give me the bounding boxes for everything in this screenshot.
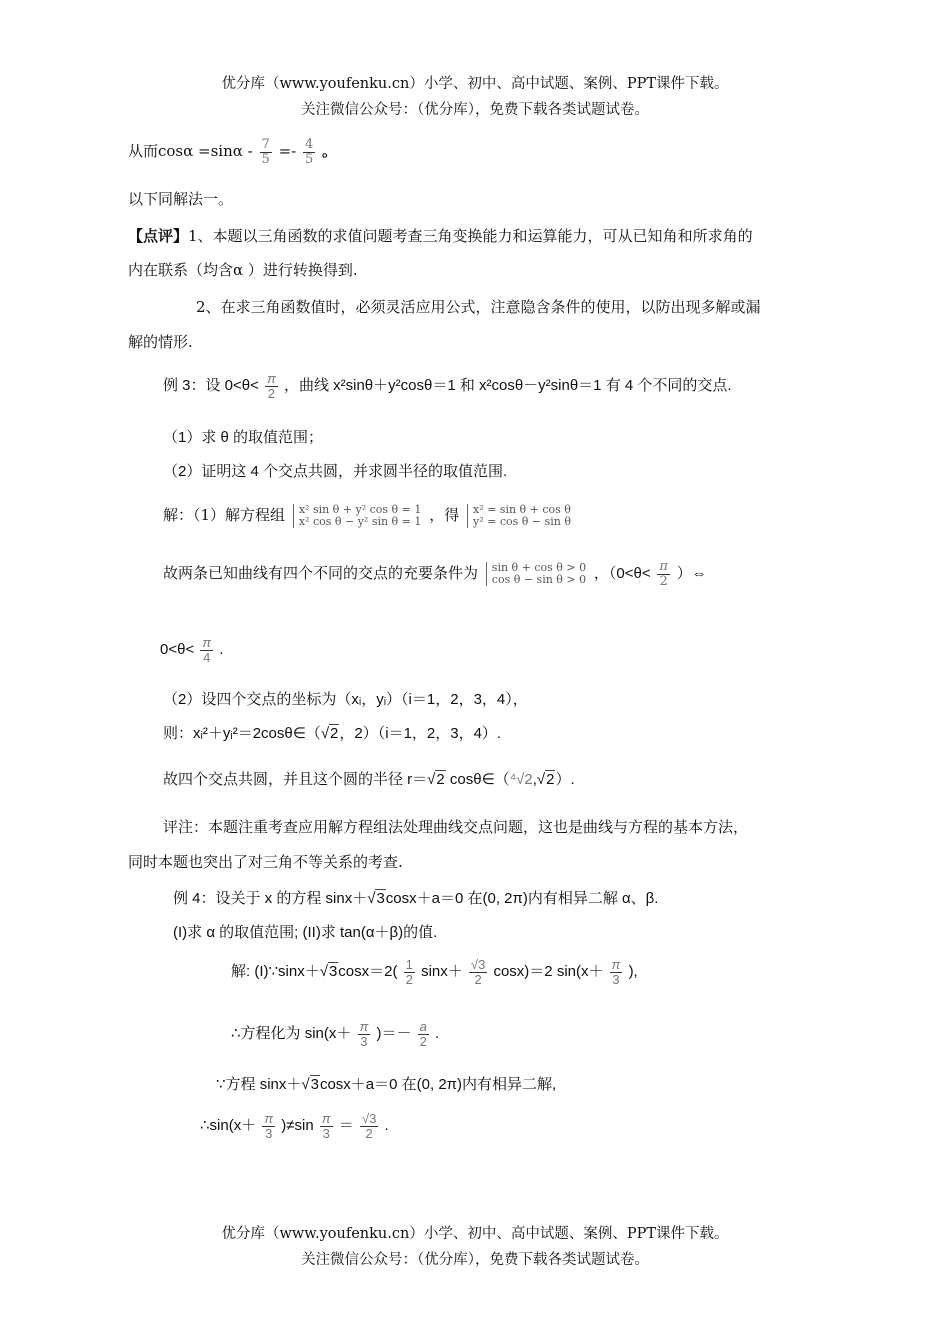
example-4-question: (I)求 α 的取值范围; (II)求 tan(α＋β)的值. [173, 924, 438, 941]
part-2-line-1: （2）设四个交点的坐标为（xᵢ，yᵢ）（i＝1，2，3，4）， [163, 691, 528, 708]
dianping-tag: 【点评】 [128, 227, 189, 245]
fraction-sqrt3-2: $\frac{√3}{2}$ [470, 957, 486, 987]
solution-4-line-3: ∵方程 sinx＋√3cosx＋a＝0 在(0, 2π)内有相异二解, [216, 1076, 557, 1093]
solution-4-line-2: ∴方程化为 sin(x＋ $\frac{\pi}{3}$ )＝－ $\frac{a}{2}$ . [231, 1019, 440, 1049]
example-4-statement: 例 4：设关于 x 的方程 sinx＋√3cosx＋a＝0 在(0, 2π)内有相异二解 α、β. [173, 890, 659, 907]
fraction-4-5: $\frac{4}{5}$ [304, 137, 314, 167]
example-3-statement: 例 3：设 0<θ< $\frac{\pi}{2}$ ，曲线 x²sinθ＋y²cosθ＝1 和 x²cosθ－y²sinθ＝1 有 4 个不同的交点. [163, 371, 732, 401]
cong-er-line: 从而cosα =sinα - $\frac{7}{5}$ =- $\frac{4}{5}$ 。 [128, 137, 338, 167]
solution-4-line-4: ∴sin(x＋ $\frac{\pi}{3}$ )≠sin $\frac{\pi}{3}$ ＝ $\frac{√3}{2}$ . [200, 1111, 389, 1141]
fraction-pi-3: $\frac{\pi}{3}$ [611, 957, 621, 987]
fraction-pi-4: $\frac{\pi}{4}$ [202, 635, 212, 665]
fraction-pi-3-c: $\frac{\pi}{3}$ [264, 1111, 274, 1141]
fraction-7-5: $\frac{7}{5}$ [261, 137, 270, 167]
note-line-2: 同时本题也突出了对三角不等关系的考查. [128, 853, 403, 871]
condition-line: 故两条已知曲线有四个不同的交点的充要条件为 sin θ + cos θ > 0 cos θ − sin θ > 0 ，（0<θ< $\frac{\pi}{2}$ ）⇔ [163, 559, 707, 589]
solution-4-line-1: 解: (I)∵sinx＋√3cosx＝2( $\frac{1}{2}$ sinx＋ $\frac{√3}{2}$ cosx)＝2 sin(x＋ $\frac{\pi}{3}$ ), [231, 957, 638, 987]
fraction-pi-3-d: $\frac{\pi}{3}$ [321, 1111, 331, 1141]
part-2-line-3: 故四个交点共圆，并且这个圆的半径 r＝√2 cosθ∈（⁴√2,√2）. [163, 771, 575, 788]
fraction-1-2: $\frac{1}{2}$ [405, 957, 413, 987]
solution-1-line: 解：（1）解方程组 x² sin θ + y² cos θ = 1 x² cos θ − y² sin θ = 1 ，得 x² = sin θ + cos θ y² = cos θ − sin θ [163, 503, 571, 529]
equation-system-2: x² = sin θ + cos θ y² = cos θ − sin θ [467, 504, 571, 528]
equation-system-1: x² sin θ + y² cos θ = 1 x² cos θ − y² sin θ = 1 [293, 504, 422, 528]
theta-range-line: 0<θ< $\frac{\pi}{4}$ . [160, 635, 224, 665]
inequality-system: sin θ + cos θ > 0 cos θ − sin θ > 0 [486, 562, 586, 586]
fraction-sqrt3-2-b: $\frac{√3}{2}$ [361, 1111, 377, 1141]
fraction-pi-2: $\frac{\pi}{2}$ [267, 371, 276, 401]
header-line-1: 优分库（www.youfenku.cn）小学、初中、高中试题、案例、PPT课件下载。 [221, 76, 729, 92]
example-3-question-1: （1）求 θ 的取值范围； [163, 429, 324, 446]
dianping-line-1: 【点评】1、本题以三角函数的求值问题考查三角变换能力和运算能力，可从已知角和所求角的 [128, 227, 753, 245]
dianping-line-3: 2、在求三角函数值时，必须灵活应用公式，注意隐含条件的使用，以防出现多解或漏 [196, 298, 761, 316]
fraction-pi-2-cond: $\frac{\pi}{2}$ [659, 559, 668, 589]
dianping-line-4: 解的情形. [128, 333, 193, 351]
yixia-line: 以下同解法一。 [128, 190, 234, 208]
fraction-pi-3-b: $\frac{\pi}{3}$ [359, 1019, 369, 1049]
note-line-1: 评注：本题注重考查应用解方程组法处理曲线交点问题，这也是曲线与方程的基本方法， [163, 818, 749, 836]
footer-line-2: 关注微信公众号：（优分库），免费下载各类试题试卷。 [301, 1252, 649, 1268]
header-line-2: 关注微信公众号：（优分库），免费下载各类试题试卷。 [301, 102, 649, 118]
example-3-question-2: （2）证明这 4 个交点共圆，并求圆半径的取值范围. [163, 463, 508, 480]
dianping-line-2: 内在联系（均含α ）进行转换得到. [128, 261, 358, 279]
fraction-a-2: $\frac{a}{2}$ [419, 1019, 427, 1049]
footer-line-1: 优分库（www.youfenku.cn）小学、初中、高中试题、案例、PPT课件下载。 [221, 1226, 729, 1242]
part-2-line-2: 则：xᵢ²＋yᵢ²＝2cosθ∈（√2，2）（i＝1，2，3，4）. [163, 725, 502, 742]
